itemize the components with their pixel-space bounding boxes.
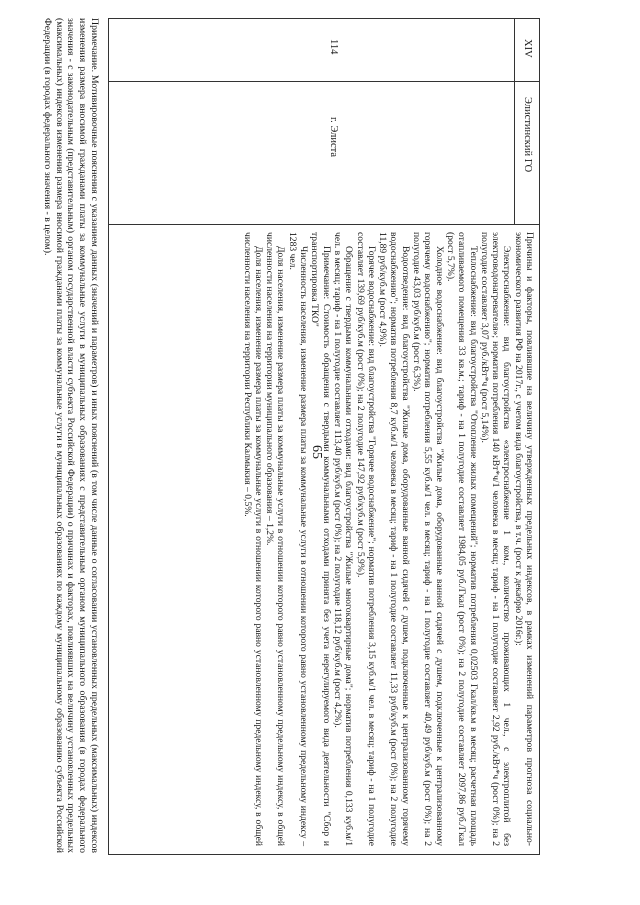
description-paragraph: Холодное водоснабжение: вид благоустройства "Жилые дома, оборудованные ванной сидячей с душем, подключенные к централизованному горячему водоснабжению"; норматив потребления 5,55 куб.м/1 чел. в месяц; тариф - на 1 полугодие составляет 40,49 руб/куб.м (рост 0%); на 2 полугодие 43,03 руб/куб.м (рост 6,3%).	[411, 232, 445, 846]
page-number: 65	[309, 445, 324, 459]
region-roman-number: XIV	[522, 39, 533, 58]
description-paragraph: Электроснабжение: вид благоустройства «электроснабжение 1 ком., количество проживающих 1 чел., с электроплитой без электроводонагревателя»; норматив потребления 140 кВт*ч/1 человека в месяц; тариф - на 1 полугодие составляет 2,92 руб./кВт*ч (рост 0%); на 2 полугодие составляет 3,07 руб./кВт*ч (рост 5,14%).	[478, 232, 513, 846]
description-paragraph: Причины и факторы, повлиявшие на величину утвержденных предельных индексов, в рамках изменений параметров прогноза социально-экономического развития РФ на 2017г., с учетом вида благоустройства, в т.ч. (рост к декабрю 2016г.):	[512, 232, 535, 846]
description-paragraph: Доля населения, изменение размера платы за коммунальные услуги в отношении которого равно установленному предельному индексу, в общей численности населения на территории Республики Калмыкия – 0,5%.	[241, 232, 264, 846]
description-paragraph: Водоотведение: вид благоустройства "Жилые дома, оборудованные ванной сидячей с душем, подключенные к централизованному горячему водоснабжению"; норматив потребления 8,7 куб.м/1 человека в месяц; тариф - на 1 полугодие составляет 11,33 руб/куб.м (рост 0%); на 2 полугодие 11,89 руб/куб.м (рост 4,9%).	[377, 232, 411, 846]
row-divider	[514, 19, 515, 224]
row-number: 114	[328, 39, 339, 55]
description-paragraph: Обращение с твердыми коммунальными отходами: вид благоустройства "Жилые многоквартирные дома"; норматив потребления 0,133 куб.м/1 чел. в месяц; тариф - на 1 полугодие составляет 113,40 руб/куб.м (рост 0%); на 2 полугодие 118,12 руб/куб.м (рост 4,2%).	[331, 232, 355, 846]
description-text	[237, 224, 539, 854]
description-paragraph: Доля населения, изменение размера платы за коммунальные услуги в отношении которого равно установленному предельному индексу, в общей численности населения на территории муниципального образования – 1,2%.	[264, 232, 287, 846]
footnote: Примечание. Мотивировочные пояснения с указанием данных (значений и параметров) и иных пояснений (в том числе данные о согласовании установленных предельных (максимальных) индексов изменения размера вносимой гражданами платы за коммунальные услуги в муниципальных образованиях с представительным органом муниципального образования (в городах федерального значения - с законодательным (представительным) органом государственной власти субъекта Российской Федерации) о причинах и факторах, повлиявших на величину установленных предельных (максимальных) индексов изменения размера вносимой гражданами платы за коммунальные услуги в муниципальных образованиях по каждому муниципальному образованию субъекта Российской Федерации (в городах федерального значения - в целом).	[41, 18, 100, 853]
description-paragraph: Теплоснабжение: вид благоустройства "Отопление жилых помещений"; норматив потребления 0,02503 Гкал/кв.м в месяц; расчетная площадь отапливаемого помещения 33 кв.м.; тариф - на 1 полугодие составляет 1984,05 руб./Гкал (рост 0%); на 2 полугодие составляет 2097,86 руб./Гкал (рост 5,7%).	[444, 232, 479, 846]
column-divider	[109, 81, 539, 82]
city-name: г. Элиста	[328, 117, 339, 158]
description-paragraph: Примечание: Стоимость обращения с твердыми коммунальными отходами принята без учета нерегулируемого вида деятельности "Сбор и транспортировка ТКО"	[309, 232, 332, 846]
description-paragraph: Численность населения, изменение размера платы за коммунальные услуги в отношении которого равно установленному предельному индексу – 1283 чел.	[286, 232, 310, 846]
district-name: Элистинский ГО	[522, 97, 533, 173]
summary-table	[108, 18, 540, 855]
description-cell	[109, 224, 539, 854]
description-paragraph: Горячее водоснабжение: вид благоустройства "Горячее водоснабжение"; норматив потребления 3,15 куб.м/1 чел. в месяц; тариф - на 1 полугодие составляет 139,69 руб/куб.м (рост 0%); на 2 полугодие 147,92 руб/куб.м (рост 5,9%).	[354, 232, 377, 846]
